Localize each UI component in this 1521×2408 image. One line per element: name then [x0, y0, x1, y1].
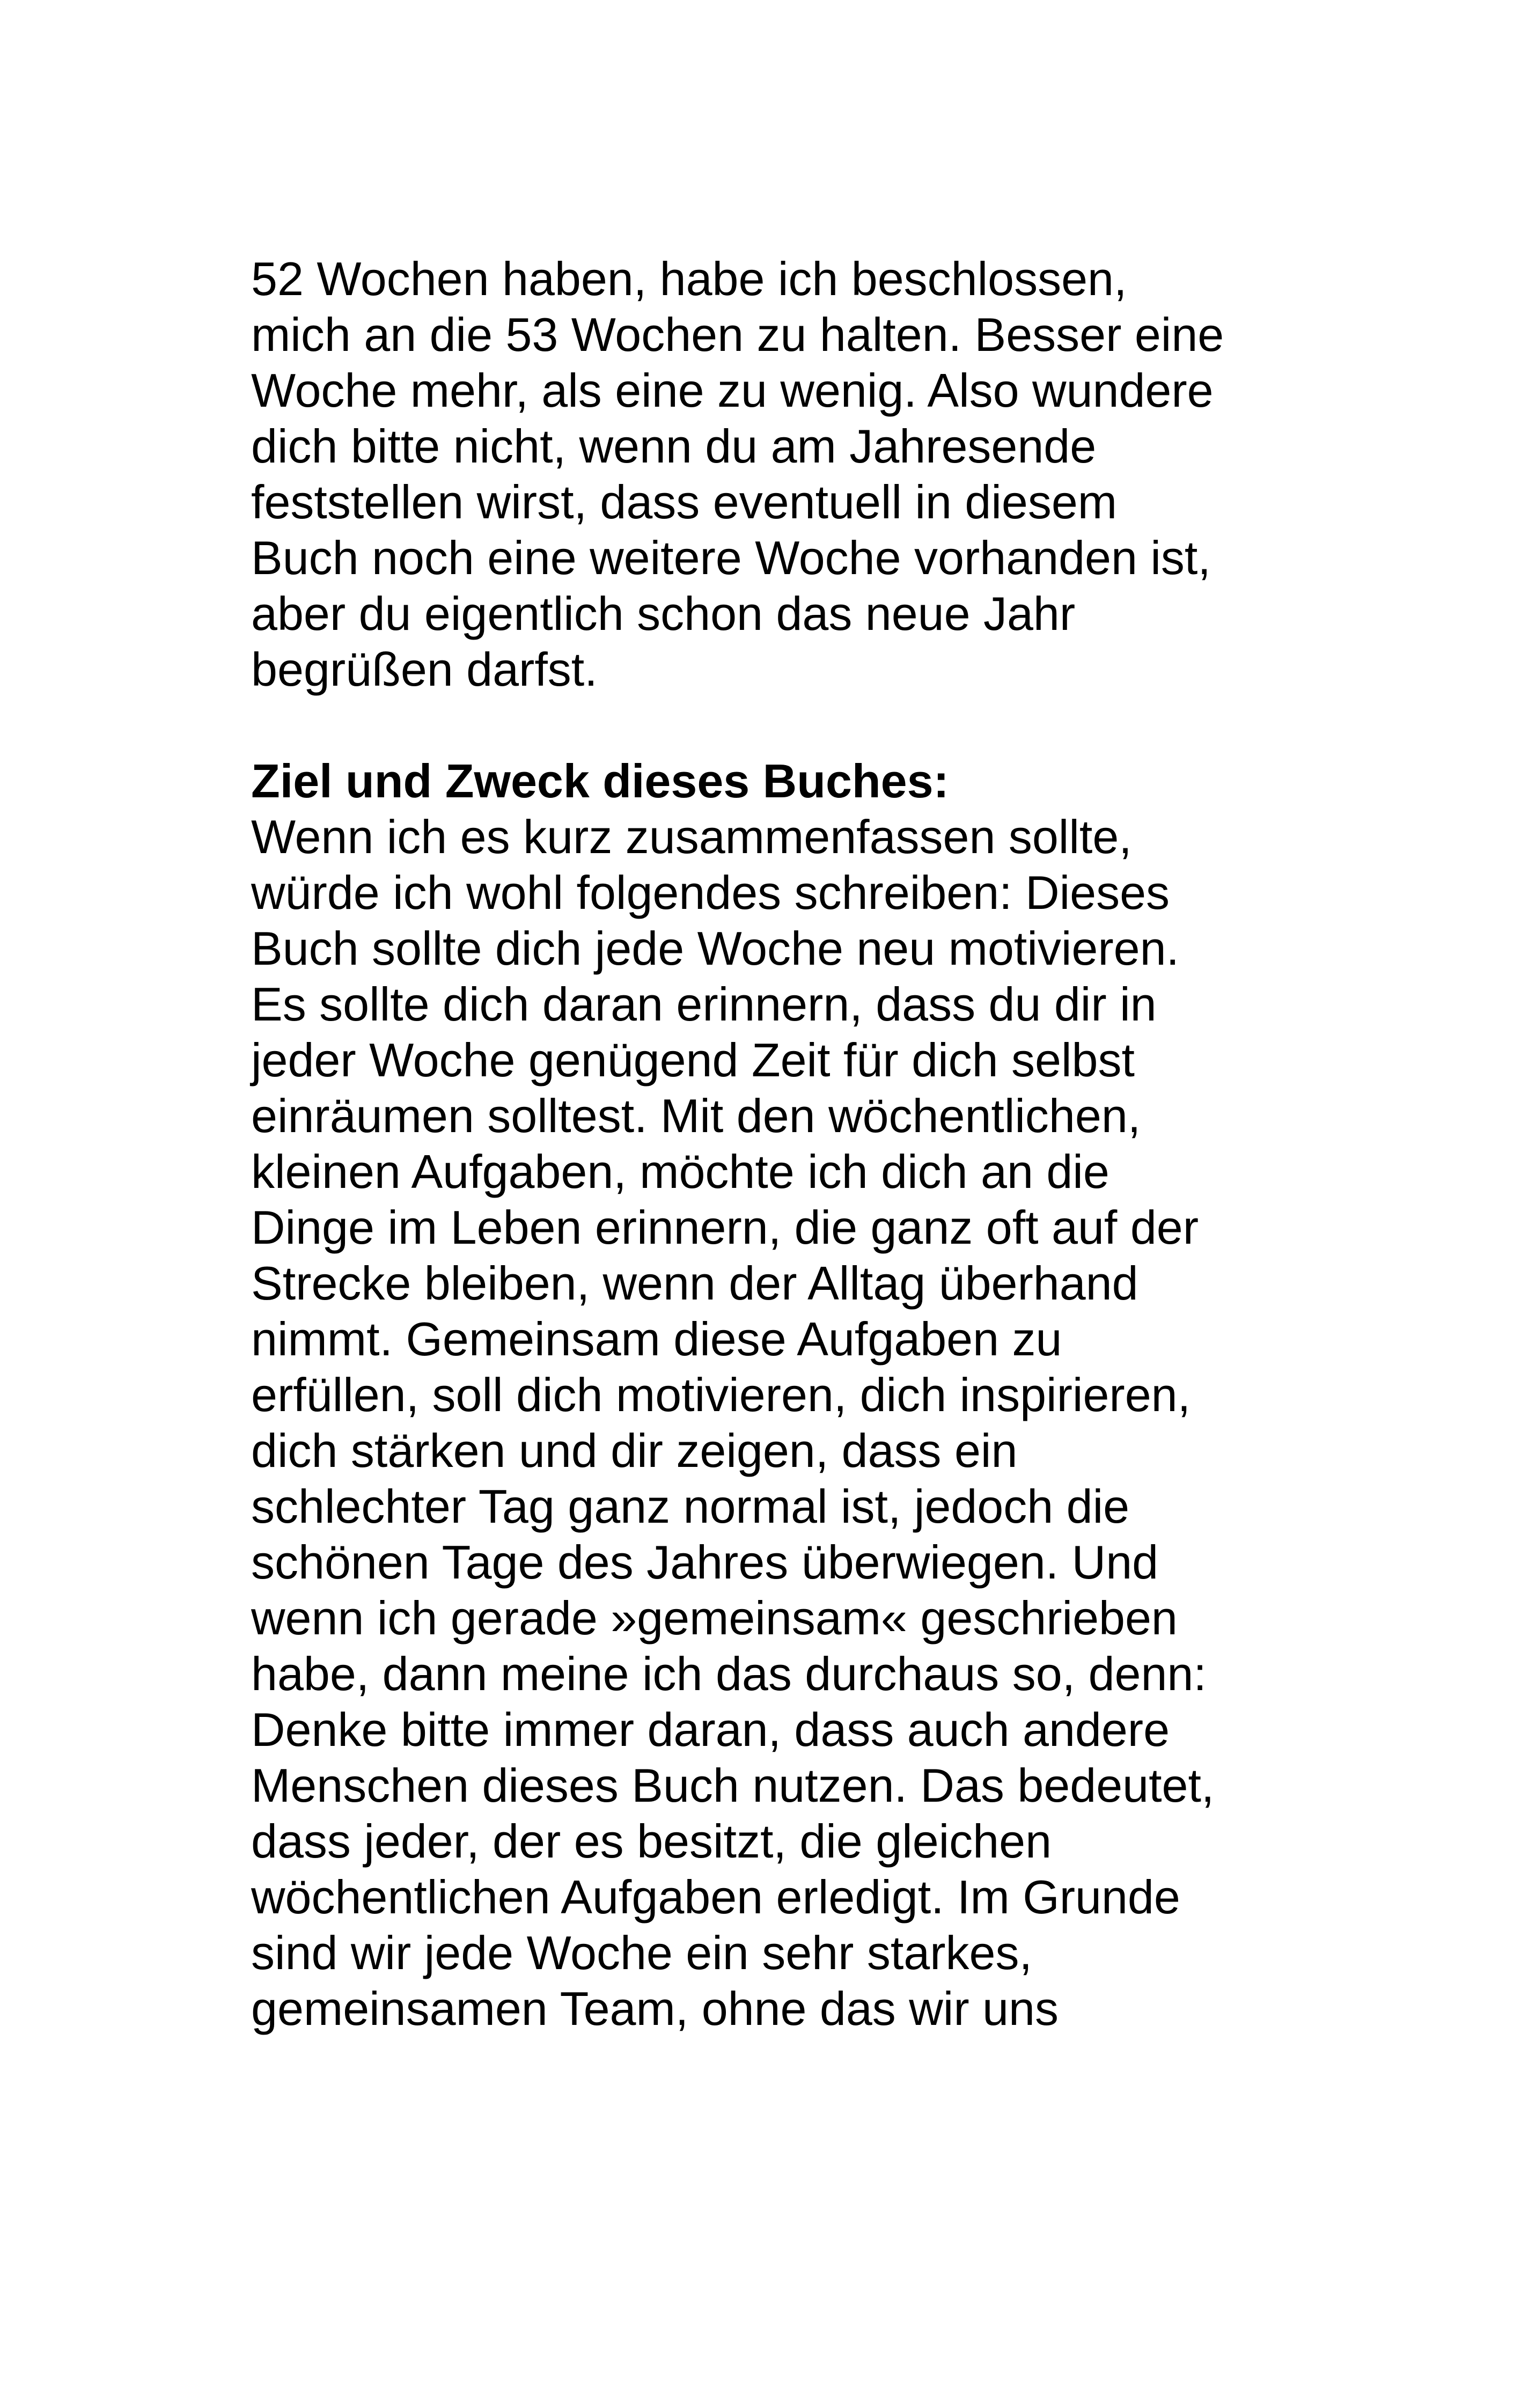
text-line: wöchentlichen Aufgaben erledigt. Im Grunde — [251, 1870, 1180, 1924]
text-line: Buch noch eine weitere Woche vorhanden ist, — [251, 531, 1211, 584]
text-line: Woche mehr, als eine zu wenig. Also wundere — [251, 364, 1214, 417]
text-line: Es sollte dich daran erinnern, dass du dir in — [251, 978, 1157, 1031]
paragraph-2 — [251, 809, 1303, 2037]
text-line: mich an die 53 Wochen zu halten. Besser eine — [251, 308, 1224, 361]
text-line: schönen Tage des Jahres überwiegen. Und — [251, 1536, 1159, 1589]
paragraph-spacer — [251, 698, 1303, 753]
paragraph-1 — [251, 251, 1303, 698]
text-line: Buch sollte dich jede Woche neu motivieren. — [251, 922, 1180, 975]
text-line: jeder Woche genügend Zeit für dich selbst — [251, 1033, 1135, 1086]
text-line: aber du eigentlich schon das neue Jahr — [251, 587, 1076, 640]
text-line: 52 Wochen haben, habe ich beschlossen, — [251, 252, 1127, 305]
text-line: wenn ich gerade »gemeinsam« geschrieben — [251, 1591, 1178, 1645]
text-line: dich bitte nicht, wenn du am Jahresende — [251, 420, 1097, 473]
text-line: habe, dann meine ich das durchaus so, denn: — [251, 1647, 1207, 1700]
text-line: Strecke bleiben, wenn der Alltag überhand — [251, 1257, 1138, 1310]
text-line: sind wir jede Woche ein sehr starkes, — [251, 1926, 1032, 1979]
text-line: Menschen dieses Buch nutzen. Das bedeutet, — [251, 1759, 1215, 1812]
text-line: dich stärken und dir zeigen, dass ein — [251, 1424, 1018, 1477]
text-line: dass jeder, der es besitzt, die gleichen — [251, 1815, 1052, 1868]
text-line: gemeinsamen Team, ohne das wir uns — [251, 1982, 1059, 2035]
body-text — [251, 251, 1303, 2037]
text-line: Denke bitte immer daran, dass auch andere — [251, 1703, 1170, 1756]
text-line: feststellen wirst, dass eventuell in diesem — [251, 475, 1118, 528]
text-line: einräumen solltest. Mit den wöchentlichen, — [251, 1089, 1141, 1142]
text-line: schlechter Tag ganz normal ist, jedoch die — [251, 1480, 1130, 1533]
text-line: würde ich wohl folgendes schreiben: Dieses — [251, 866, 1170, 919]
text-line: Wenn ich es kurz zusammenfassen sollte, — [251, 810, 1132, 863]
text-line: Dinge im Leben erinnern, die ganz oft auf der — [251, 1201, 1199, 1254]
text-line: nimmt. Gemeinsam diese Aufgaben zu — [251, 1312, 1062, 1365]
text-line: erfüllen, soll dich motivieren, dich inspirieren, — [251, 1368, 1191, 1421]
text-line: begrüßen darfst. — [251, 643, 598, 696]
text-line: kleinen Aufgaben, möchte ich dich an die — [251, 1145, 1109, 1198]
section-heading: Ziel und Zweck dieses Buches: — [251, 754, 949, 807]
